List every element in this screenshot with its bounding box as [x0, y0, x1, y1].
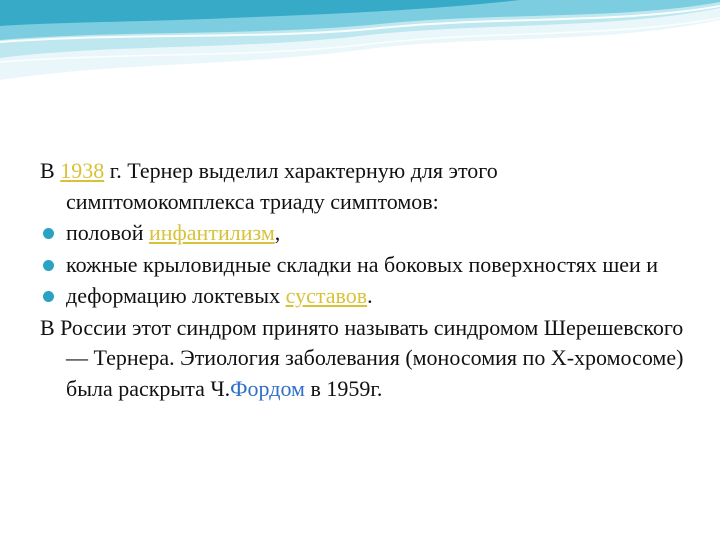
slide-body: [40, 156, 690, 405]
intro-paragraph: [40, 156, 690, 217]
bullet-3-after: .: [367, 283, 373, 308]
bullet-1-after: ,: [274, 220, 281, 245]
bullet-dot-icon: [43, 260, 54, 271]
bullet-item-joints: [40, 281, 690, 312]
intro-rest: г. Тернер выделил характерную для этого симптомокомплекса триаду симптомов:: [66, 158, 498, 214]
infantilism-link[interactable]: инфантилизм: [148, 220, 275, 245]
bullet-3-before: деформацию локтевых: [66, 283, 286, 308]
closing-text: В России этот синдром принято называть синдромом Шерешевского — Тернера. Этиология заболевания (моносомия по Х-хромосоме) была раскрыта Ч.: [40, 314, 684, 401]
bullet-item-skin-folds: [40, 250, 690, 281]
bullet-2-text: кожные крыловидные складки на боковых поверхностях шеи и: [66, 251, 659, 277]
closing-paragraph: [40, 313, 690, 405]
bullet-dot-icon: [43, 291, 54, 302]
intro-prefix: В: [40, 158, 61, 183]
bullet-dot-icon: [43, 228, 54, 239]
year-1938-link[interactable]: 1938: [60, 158, 105, 183]
closing-after: в 1959г.: [304, 375, 383, 401]
joints-link[interactable]: суставов: [285, 283, 368, 308]
ford-link[interactable]: Фордом: [230, 375, 305, 401]
bullet-1-before: половой: [66, 220, 149, 245]
header-wave-decoration: [0, 0, 720, 90]
bullet-item-infantilism: [40, 218, 690, 249]
